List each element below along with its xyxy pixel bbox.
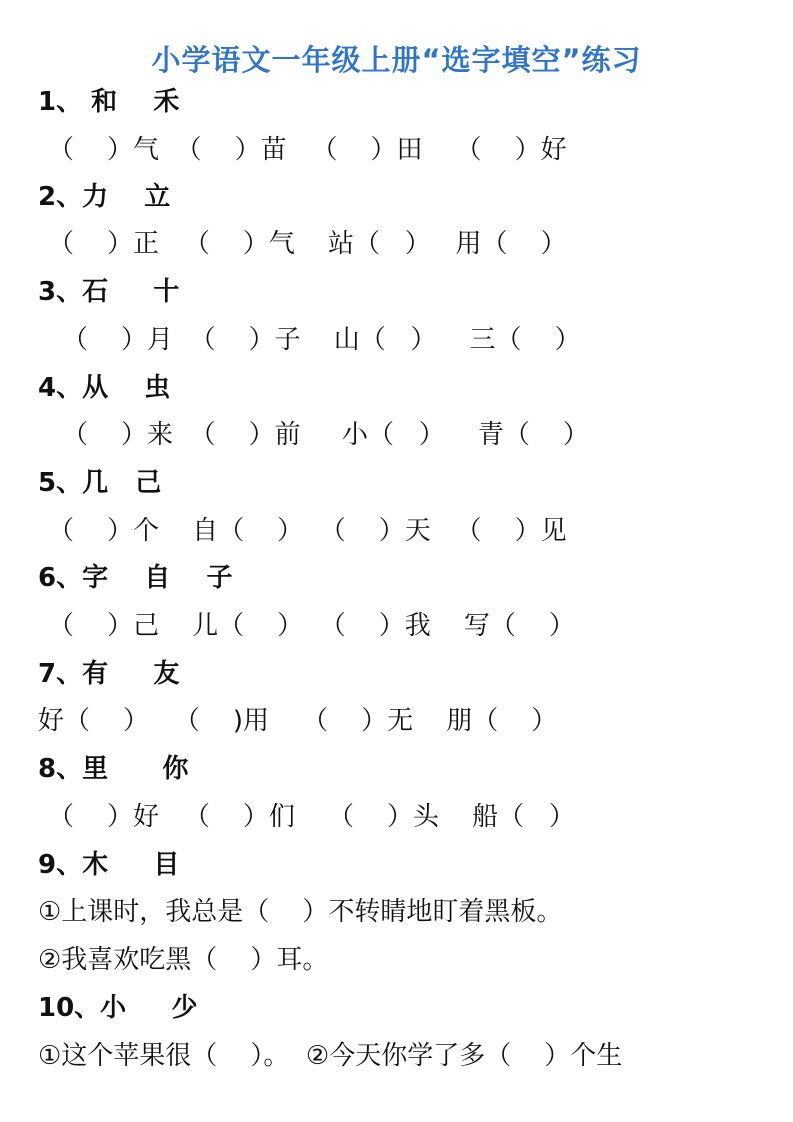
exercise-6-line: （ ）己 儿（ ） （ ）我 写（ ） (48, 611, 575, 641)
exercise-2-line: （ ）正 （ ）气 站（ ） 用（ ） (48, 229, 567, 259)
exercise-3-line: （ ）月 （ ）子 山（ ） 三（ ） (62, 325, 581, 355)
exercise-5-heading: 5、几 己 (38, 468, 162, 498)
exercise-4-heading: 4、从 虫 (38, 373, 171, 403)
exercise-7-heading: 7、有 友 (38, 659, 180, 689)
exercise-1-line: （ ）气 （ ）苗 （ ）田 （ ）好 (48, 135, 567, 165)
exercise-8-heading: 8、里 你 (38, 754, 189, 784)
exercise-4-line: （ ）来 （ ）前 小（ ） 青（ ） (62, 420, 589, 450)
exercise-9-heading: 9、木 目 (38, 850, 180, 880)
exercise-8-line: （ ）好 （ ）们 （ ）头 船（ ） (48, 802, 575, 832)
exercise-9-line-2: ②我喜欢吃黑（ ）耳。 (38, 945, 329, 975)
exercise-10-line: ①这个苹果很（ ）。 ②今天你学了多（ ）个生 (38, 1041, 623, 1071)
exercise-9-line-1: ①上课时，我总是（ ）不转睛地盯着黑板。 (38, 897, 563, 927)
page-title: 小学语文一年级上册“选字填空”练习 (151, 43, 642, 77)
exercise-3-heading: 3、石 十 (38, 277, 180, 307)
exercise-6-heading: 6、字 自 子 (38, 563, 233, 593)
exercise-5-line: （ ）个 自（ ） （ ）天 （ ）见 (48, 516, 567, 546)
exercise-2-heading: 2、力 立 (38, 182, 171, 212)
exercise-7-line: 好（ ） （ )用 （ ）无 朋（ ） (38, 706, 558, 736)
exercise-1-heading: 1、 和 禾 (38, 87, 180, 117)
exercise-10-heading: 10、小 少 (38, 993, 198, 1023)
